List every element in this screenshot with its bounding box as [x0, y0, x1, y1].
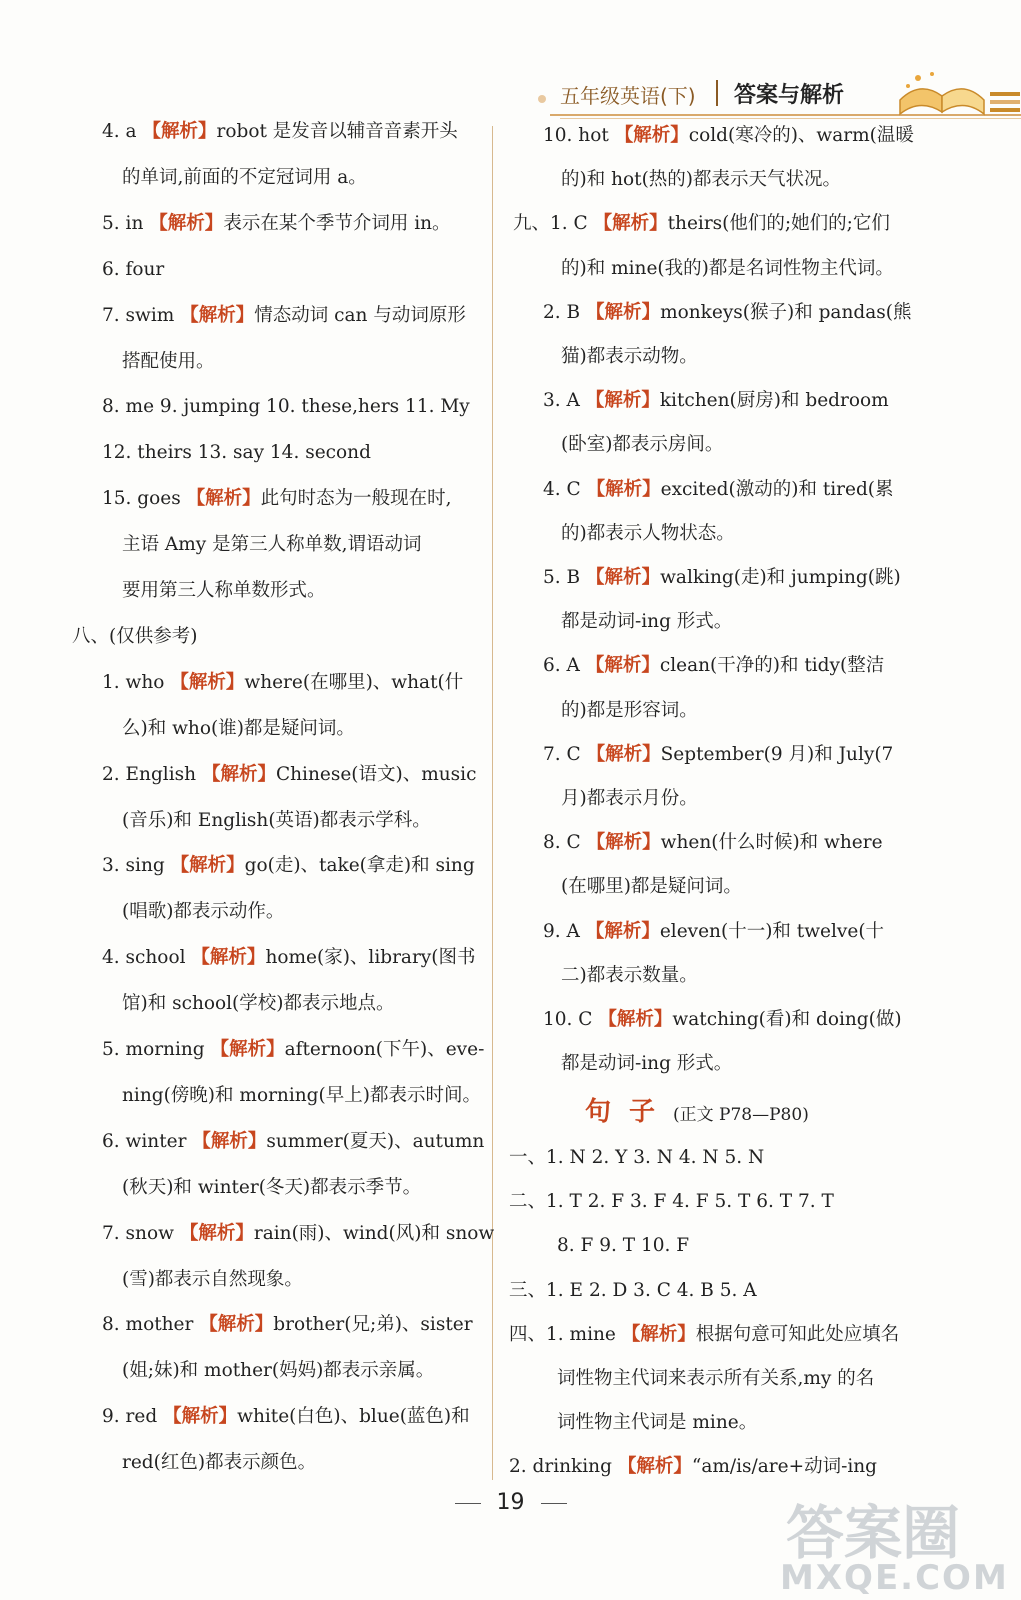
watermark-cn: 答案圈 [786, 1499, 961, 1567]
analysis-tag: 【 解析 】 [163, 1406, 237, 1427]
answer-line [561, 608, 732, 636]
answer-line [561, 1050, 732, 1078]
answer-line [543, 476, 894, 504]
header-rule-thin [560, 118, 1021, 119]
answer-line [102, 118, 458, 146]
answer-line [561, 255, 894, 283]
answer-number: 9. A [543, 920, 580, 942]
answer-line [102, 210, 451, 238]
answer-text: monkeys(猴子)和 pandas(熊 [660, 301, 912, 323]
analysis-tag: 【 解析 】 [622, 1324, 696, 1345]
column-divider [492, 126, 493, 1480]
answer-text: where(在哪里)、what(什 [244, 671, 464, 693]
answer-line [122, 577, 326, 605]
analysis-tag: 【 解析 】 [587, 479, 661, 500]
answer-number: 9. red [102, 1406, 158, 1428]
answer-number: 15. goes [102, 488, 181, 510]
answer-line [557, 1232, 689, 1260]
answer-text: 要用第三人称单数形式。 [122, 580, 326, 601]
answer-text: 都是动词-ing 形式。 [561, 611, 733, 633]
analysis-tag: 【 解析 】 [586, 655, 660, 676]
answer-number: 八、(仅供参考) [72, 625, 198, 647]
answer-text: 此句时态为一般现在时, [260, 488, 452, 510]
answer-number: 2. drinking [509, 1456, 612, 1478]
answer-text: home(家)、library(图书 [265, 947, 476, 969]
answer-text: 二)都表示数量。 [561, 964, 698, 986]
answer-number: 6. four [102, 258, 165, 280]
answer-number: 10. C [543, 1009, 593, 1030]
answer-text: watching(看)和 doing(做) [672, 1009, 902, 1030]
answer-text: 根据句意可知此处应填名 [695, 1323, 900, 1345]
answer-text: red(红色)都表示颜色。 [122, 1452, 317, 1474]
answer-line [102, 669, 463, 697]
answer-text: 2. D 3. C 4. B 5. A [588, 1279, 757, 1301]
answer-text: (雪)都表示自然现象。 [122, 1268, 303, 1290]
answer-number: 4. school [102, 947, 186, 969]
answer-text: 情态动词 can 与动词原形 [254, 304, 466, 326]
answer-text: 的)都表示人物状态。 [561, 522, 735, 544]
answer-text: (音乐)和 English(英语)都表示学科。 [122, 809, 431, 831]
answer-line [543, 918, 884, 946]
answer-line [561, 343, 698, 371]
analysis-tag: 【 解析 】 [149, 213, 223, 234]
analysis-tag: 【 解析 】 [587, 832, 661, 853]
answer-number: 二、1. T [509, 1191, 582, 1213]
analysis-tag: 【 解析 】 [180, 305, 254, 326]
answer-number: 1. who [102, 671, 165, 693]
answer-line [509, 1144, 764, 1172]
section-page-range: (正文 P78—P80) [673, 1105, 809, 1126]
answer-text: (姐;妹)和 mother(妈妈)都表示亲属。 [122, 1360, 435, 1382]
answer-text: theirs(他们的;她们的;它们 [667, 213, 890, 235]
answer-text: 的)和 mine(我的)都是名词性物主代词。 [561, 257, 894, 279]
header-grade: 五年级英语(下) [560, 84, 696, 108]
answer-line [122, 348, 215, 376]
answer-line [561, 697, 698, 725]
footer-dash-right [541, 1503, 567, 1504]
answer-number: 7. swim [102, 304, 175, 326]
answer-text: 的)都是形容词。 [561, 699, 698, 721]
answer-text: walking(走)和 jumping(跳) [660, 567, 901, 588]
analysis-tag: 【 解析 】 [586, 921, 660, 942]
answer-line [543, 122, 914, 150]
answer-text: summer(夏天)、autumn [266, 1130, 485, 1152]
answer-line [122, 898, 284, 926]
answer-text: 搭配使用。 [122, 350, 215, 372]
answer-line [102, 1403, 470, 1431]
watermark-en: MXQE.COM [780, 1558, 1009, 1598]
answer-text: September(9 月)和 July(7 [660, 743, 894, 765]
answer-line [561, 873, 742, 901]
answer-text: 2. F 3. F 4. F 5. T 6. T 7. T [587, 1191, 834, 1213]
answer-text: excited(激动的)和 tired(累 [660, 478, 894, 500]
analysis-tag: 【 解析 】 [618, 1456, 692, 1477]
answer-text: “am/is/are+动词-ing [691, 1456, 878, 1478]
section-title: 句子 [585, 1097, 674, 1128]
answer-line [561, 166, 841, 194]
answer-text: 都是动词-ing 形式。 [561, 1053, 733, 1075]
answer-line [122, 990, 395, 1018]
answer-number: 8. mother [102, 1314, 194, 1336]
answer-line [122, 531, 422, 559]
answer-text: cold(寒冷的)、warm(温暖 [688, 125, 914, 146]
answer-text: 馆)和 school(学校)都表示地点。 [122, 993, 395, 1015]
section-heading [585, 1098, 809, 1129]
answer-text: (唱歌)都表示动作。 [122, 901, 285, 923]
answer-line [72, 623, 197, 651]
analysis-tag: 【 解析 】 [171, 855, 245, 876]
answer-line [122, 1266, 303, 1294]
answer-line [102, 1128, 484, 1156]
answer-number: 6. A [543, 655, 580, 677]
answer-text: 猫)都表示动物。 [561, 346, 698, 367]
analysis-tag: 【 解析 】 [192, 1131, 266, 1152]
analysis-tag: 【 解析 】 [615, 125, 689, 146]
answer-line [102, 302, 466, 330]
answer-line [509, 1188, 834, 1216]
answer-line [543, 741, 893, 769]
answer-text: 2. Y 3. N 4. N 5. N [591, 1147, 765, 1168]
answer-text: afternoon(下午)、eve- [284, 1039, 485, 1060]
answer-number: 6. winter [102, 1130, 187, 1152]
answer-line [122, 1357, 434, 1385]
answer-line [561, 785, 698, 813]
answer-line [122, 1082, 481, 1110]
header-title: 答案与解析 [734, 83, 845, 108]
header-separator [716, 80, 718, 106]
analysis-tag: 【 解析 】 [180, 1223, 254, 1244]
answer-number: 5. B [543, 567, 581, 588]
open-book-icon [880, 70, 1020, 116]
answer-number: 三、1. E [509, 1279, 584, 1301]
answer-text: 么)和 who(谁)都是疑问词。 [122, 717, 355, 739]
watermark-logo [780, 1486, 1015, 1596]
answer-line [509, 1453, 877, 1481]
answer-text: (秋天)和 winter(冬天)都表示季节。 [122, 1176, 422, 1198]
answer-text: ning(傍晚)和 morning(早上)都表示时间。 [122, 1084, 481, 1106]
answer-line [543, 299, 911, 327]
answer-line [102, 393, 470, 421]
analysis-tag: 【 解析 】 [586, 567, 660, 588]
analysis-tag: 【 解析 】 [142, 121, 216, 142]
answer-text: 月)都表示月份。 [561, 788, 698, 809]
answer-line [122, 1174, 421, 1202]
answer-line [102, 1036, 484, 1064]
answer-line [509, 1277, 757, 1305]
analysis-tag: 【 解析 】 [586, 390, 660, 411]
answer-number: 九、1. C [513, 213, 588, 235]
answer-line [557, 1409, 757, 1437]
answer-line [102, 852, 475, 880]
answer-line [561, 962, 698, 990]
answer-text: 表示在某个季节介词用 in。 [223, 212, 451, 234]
answer-text: 9. jumping 10. these,hers 11. My [159, 396, 470, 418]
answer-line [102, 944, 475, 972]
page-header [520, 62, 1021, 122]
header-dot [538, 95, 546, 103]
answer-text: rain(雨)、wind(风)和 snow [253, 1222, 495, 1244]
answer-number: 7. C [543, 743, 581, 765]
answer-number: 12. theirs [102, 442, 192, 464]
answer-line [102, 1220, 494, 1248]
answer-line [102, 256, 164, 284]
answer-text: go(走)、take(拿走)和 sing [244, 855, 475, 877]
answer-line [102, 761, 476, 789]
analysis-tag: 【 解析 】 [587, 744, 661, 765]
answer-line [543, 652, 884, 680]
answer-number: 7. snow [102, 1222, 174, 1244]
answer-line [543, 829, 883, 857]
answer-line [557, 1365, 874, 1393]
footer-dash-left [455, 1503, 481, 1504]
answer-text: when(什么时候)和 where [660, 832, 883, 854]
answer-number: 5. morning [102, 1039, 205, 1060]
page-number: 19 [496, 1490, 525, 1515]
analysis-tag: 【 解析 】 [598, 1009, 672, 1030]
analysis-tag: 【 解析 】 [211, 1039, 285, 1060]
answer-line [122, 1449, 316, 1477]
answer-text: 词性物主代词是 mine。 [557, 1412, 758, 1434]
answer-line [561, 431, 723, 459]
answer-number: 3. A [543, 390, 580, 412]
answer-line [561, 520, 735, 548]
answer-line [122, 164, 367, 192]
answer-line [509, 1321, 899, 1349]
answer-number: 四、1. mine [509, 1323, 616, 1345]
answer-text: (卧室)都表示房间。 [561, 434, 724, 456]
answer-number: 2. B [543, 301, 581, 323]
answer-text: white(白色)、blue(蓝色)和 [237, 1406, 470, 1428]
answer-text: robot 是发音以辅音音素开头 [216, 121, 458, 142]
answer-line [102, 1311, 473, 1339]
answer-line [102, 485, 452, 513]
analysis-tag: 【 解析 】 [594, 213, 668, 234]
answer-line [122, 715, 355, 743]
answer-text: Chinese(语文)、music [275, 763, 477, 785]
answer-number: 5. in [102, 212, 144, 234]
answer-number: 3. sing [102, 855, 165, 877]
answer-line [543, 564, 901, 592]
answer-text: kitchen(厨房)和 bedroom [659, 390, 889, 412]
analysis-tag: 【 解析 】 [187, 488, 261, 509]
answer-number: 8. me [102, 396, 155, 418]
analysis-tag: 【 解析 】 [586, 302, 660, 323]
analysis-tag: 【 解析 】 [202, 764, 276, 785]
answer-text: 词性物主代词来表示所有关系,my 的名 [557, 1368, 875, 1389]
answer-text: 13. say 14. second [197, 442, 371, 464]
answer-number: 8. C [543, 832, 581, 854]
analysis-tag: 【 解析 】 [199, 1314, 273, 1335]
answer-number: 4. a [102, 121, 137, 142]
answer-number: 10. hot [543, 125, 609, 146]
answer-number: 4. C [543, 478, 581, 500]
answer-line [102, 439, 371, 467]
answer-line [543, 387, 889, 415]
answer-number: 2. English [102, 763, 197, 785]
answer-line [513, 210, 890, 238]
analysis-tag: 【 解析 】 [170, 672, 244, 693]
answer-text: 的单词,前面的不定冠词用 a。 [122, 166, 367, 188]
answer-text: clean(干净的)和 tidy(整洁 [659, 655, 885, 677]
answer-number: 一、1. N [509, 1147, 586, 1168]
answer-line [543, 1006, 902, 1034]
answer-line [122, 807, 431, 835]
analysis-tag: 【 解析 】 [191, 947, 265, 968]
answer-text: 的)和 hot(热的)都表示天气状况。 [561, 169, 842, 191]
answer-text: eleven(十一)和 twelve(十 [659, 920, 885, 942]
answer-text: brother(兄;弟)、sister [273, 1314, 473, 1336]
answer-text: 主语 Amy 是第三人称单数,谓语动词 [122, 534, 422, 556]
answer-text: (在哪里)都是疑问词。 [561, 876, 742, 898]
answer-text: 8. F 9. T 10. F [557, 1235, 690, 1257]
